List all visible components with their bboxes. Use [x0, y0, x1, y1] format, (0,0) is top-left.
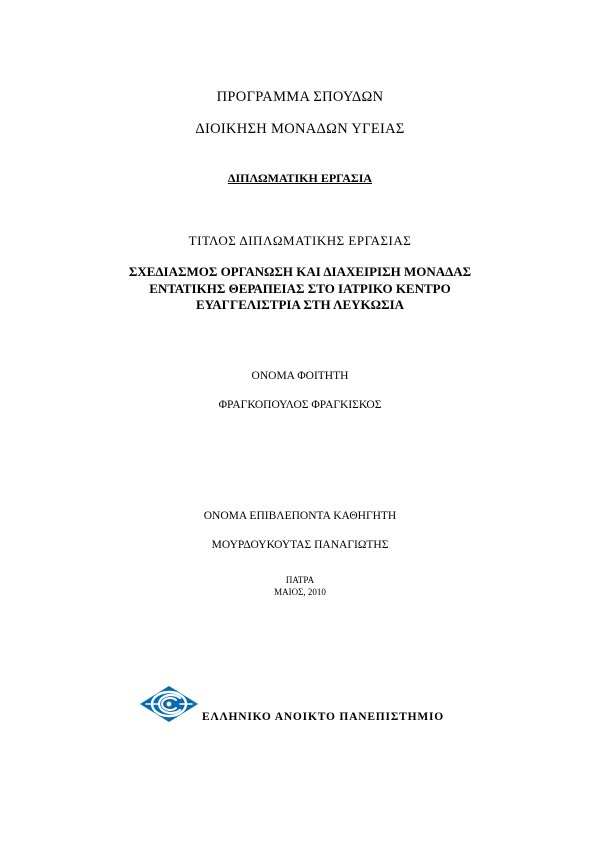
- thesis-title-label: ΤΙΤΛΟΣ ΔΙΠΛΩΜΑΤΙΚΗΣ ΕΡΓΑΣΙΑΣ: [188, 233, 412, 248]
- supervisor-label: ΟΝΟΜΑ ΕΠΙΒΛΕΠΟΝΤΑ ΚΑΘΗΓΗΤΗ: [203, 510, 397, 522]
- city: ΠΑΤΡΑ: [285, 575, 315, 585]
- thesis-title-line: ΕΥΑΓΓΕΛΙΣΤΡΙΑ ΣΤΗ ΛΕΥΚΩΣΙΑ: [195, 297, 405, 312]
- program-heading: ΠΡΟΓΡΑΜΜΑ ΣΠΟΥΔΩΝ: [216, 89, 384, 105]
- student-name: ΦΡΑΓΚΟΠΟΥΛΟΣ ΦΡΑΓΚΙΣΚΟΣ: [218, 399, 382, 411]
- university-name: ΕΛΛΗΝΙΚΟ ΑΝΟΙΚΤΟ ΠΑΝΕΠΙΣΤΗΜΙΟ: [202, 711, 445, 723]
- thesis-title: [0, 264, 600, 314]
- department-heading: ΔΙΟΙΚΗΣΗ ΜΟΝΑΔΩΝ ΥΓΕΙΑΣ: [195, 121, 405, 137]
- document-type: ΔΙΠΛΩΜΑΤΙΚΗ ΕΡΓΑΣΙΑ: [227, 171, 373, 185]
- university-logo-icon: [138, 684, 200, 724]
- thesis-title-line: ΣΧΕΔΙΑΣΜΟΣ ΟΡΓΑΝΩΣΗ ΚΑΙ ΔΙΑΧΕΙΡΙΣΗ ΜΟΝΑΔΑΣ: [128, 264, 472, 279]
- date: ΜΑΙΟΣ, 2010: [274, 587, 326, 597]
- supervisor-name: ΜΟΥΡΔΟΥΚΟΥΤΑΣ ΠΑΝΑΓΙΩΤΗΣ: [211, 539, 389, 551]
- student-label: ΟΝΟΜΑ ΦΟΙΤΗΤΗ: [251, 370, 349, 382]
- thesis-title-line: ΕΝΤΑΤΙΚΗΣ ΘΕΡΑΠΕΙΑΣ ΣΤΟ ΙΑΤΡΙΚΟ ΚΕΝΤΡΟ: [149, 280, 451, 296]
